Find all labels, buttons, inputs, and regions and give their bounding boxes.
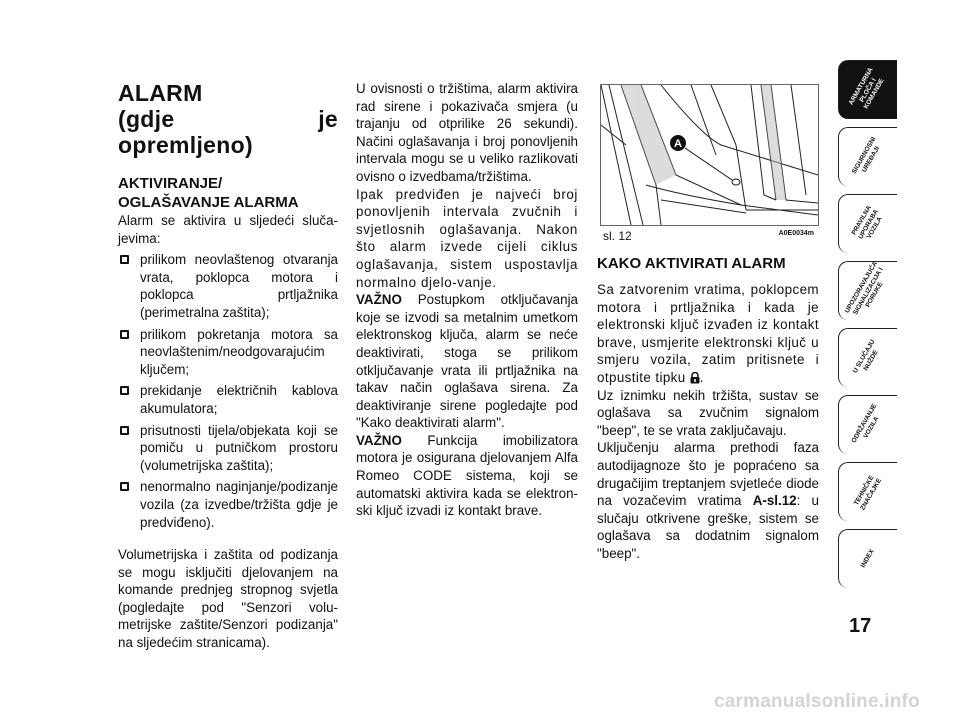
page-number: 17 [849,615,872,637]
lock-button-icon [690,372,700,384]
list-item: prekidanje električnih kablova akumulatora; [118,382,338,417]
paragraph: U ovisnosti o tržištima, alarm aktivira rad sirene i pokazivača smjera (u trajanju od otprilike 26 sekundi). Načini oglašavanja i broj ponovljenih intervala mogu se u veliko razlikovati ovisno o izvedbama/tržištima. [356,81,578,184]
figure-code: A0E0034m [778,230,814,237]
tab-armaturna-ploca[interactable]: ARMATURNA PLOČA I KOMANDE [838,60,897,119]
paragraph: Uz iznimku nekih tržišta, sustav se oglašava sa zvučnim signalom "beep", te se vrata zaključavaju. [597,387,819,438]
paragraph: Sa zatvorenim vratima, poklopcem motora i prtljažnika i kada je elektronski ključ izvađen iz kontakt brave, usmjerite elektronski ključ u smjeru vozila, zatim pritisnete i otpustite tipku . [597,282,819,385]
figure [597,84,820,244]
title-line-1: ALARM [118,80,203,106]
section-heading: KAKO AKTIVIRATI ALARM [597,255,786,272]
watermark: carmanualsonline.info [714,691,920,712]
section-heading [118,174,338,212]
note: VAŽNO Funkcija imobilizatora motora je osigurana djelovanjem Alfa Romeo CODE sistema, koji se automatski aktivira kada se elektron-ski ključ izvadi iz kontakt brave. [356,432,578,519]
trigger-list [118,251,338,531]
paragraph: Uključenju alarma prethodi faza autodijagnoze što je popraćeno sa drugačijim treptanjem svjetleće diode na vozačevim vratima A-sl.12: u slučaju otkrivene greške, sistem se oglašava sa dodatnim signalom "beep". [597,440,819,561]
column-middle [356,80,578,520]
note: VAŽNO Postupkom otključavanja koje se izvodi sa metalnim umetkom elektronskog ključa, alarm se neće deaktivirati, stoga se prilikom otključavanje vrata ili prtljažnika na takav način oglašava sirena. Za deaktiviranje sirene pogledajte pod "Kako deaktivirati alarm". [356,292,578,431]
callout-label: A [674,138,682,150]
tab-pravilna-uporaba[interactable]: PRAVILNA UPORABA VOZILA [838,194,897,253]
checkbox-bullet-icon [120,386,129,395]
checkbox-bullet-icon [120,426,129,435]
column-left [118,80,338,652]
list-item: prisutnosti tijela/objekata koji se pomiču u putničkom prostoru (volumetrijska zaštita); [118,422,338,475]
tab-odrzavanje-vozila[interactable]: ODRŽAVANJE VOZILA [838,395,897,454]
chapter-tabs [838,60,900,596]
tab-u-slucaju-nuzde[interactable]: U SLUČAJU NUŽDE [838,328,897,387]
paragraph: Ipak predviđen je najveći broj ponovljenih intervala zvučnih i svjetlosnih oglašavanja. Nakon što alarm izvede cijeli ciklus oglašavanja, sistem uspostavlja normalno djelo-vanje. [356,186,578,290]
heading-line-2: OGLAŠAVANJE ALARMA [118,194,299,211]
list-item: prilikom neovlaštenog otvaranja vrata, poklopca motora i poklopca prtljažnika (perimetralna zaštita); [118,251,338,321]
checkbox-bullet-icon [120,330,129,339]
heading-line-1: AKTIVIRANJE/ [118,175,223,192]
figure-caption: sl. 12 [603,229,632,243]
door-illustration [600,84,819,226]
list-item: prilikom pokretanja motora sa neovlaštenim/neodgovarajućim ključem; [118,326,338,379]
closing-text: Volumetrijska i zaštita od podizanja se mogu isključiti djelovanjem na komande prednjeg stropnog svjetla (pogledajte pod "Senzori volu-metrijske zaštite/Senzori podizanja" na sljedećim stranicama). [118,547,338,651]
note-label: VAŽNO [356,432,402,448]
note-label: VAŽNO [356,292,402,308]
column-right [597,254,819,563]
intro-text: Alarm se aktivira u sljedeći sluča-jevima: [118,213,338,246]
tab-upozoravajuca-signalizacija[interactable]: UPOZORAVAJUĆA SIGNALIZACIJA I PORUKE [838,261,897,320]
tab-tehnicke-znacajke[interactable]: TEHNIČKE ZNAČAJKE [838,462,897,521]
list-item: nenormalno naginjanje/podizanje vozila (za izvedbe/tržišta gdje je predviđeno). [118,478,338,531]
figure-reference: A-sl.12 [752,493,797,509]
page-title [118,80,338,158]
checkbox-bullet-icon [120,482,129,491]
checkbox-bullet-icon [120,255,129,264]
tab-sigurnosni-uredaji[interactable]: SIGURNOSNI UREĐAJI [838,127,897,186]
title-line-2: (gdje je opremljeno) [118,106,338,158]
tab-index[interactable]: INDEX [838,529,897,588]
